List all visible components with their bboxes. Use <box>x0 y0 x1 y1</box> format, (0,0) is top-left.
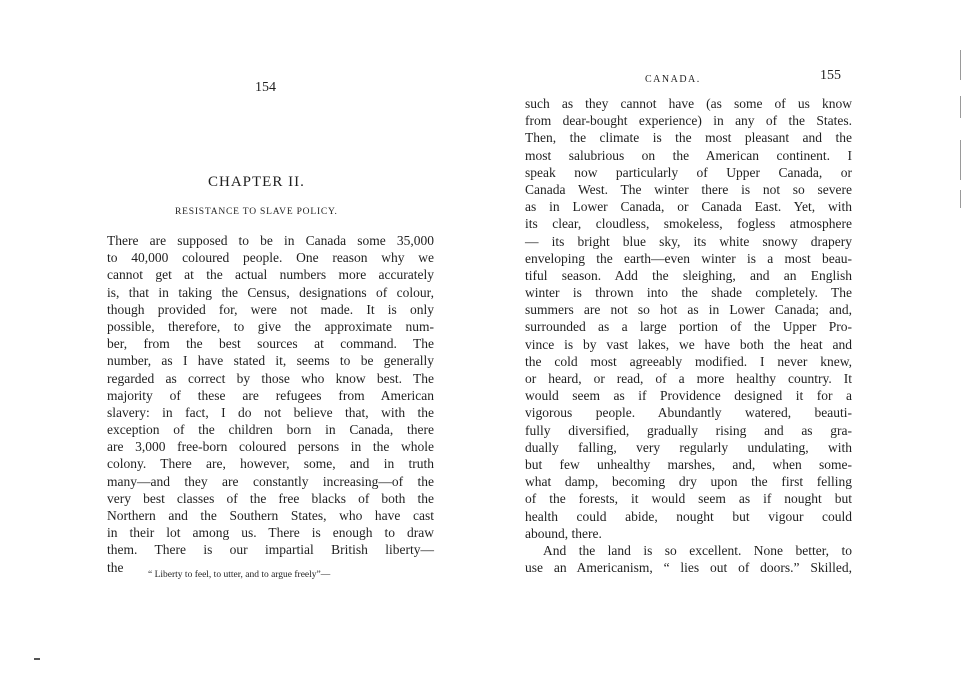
text-line: vigorous people. Abundantly watered, beauti- <box>525 405 852 421</box>
text-line: the cold most agreeably modified. I never knew, <box>525 353 852 369</box>
text-line: are 3,000 free-born coloured persons in the whole <box>107 439 434 455</box>
text-line: possible, therefore, to give the approximate num- <box>107 318 434 334</box>
text-line: majority of these are refugees from American <box>107 387 434 403</box>
text-line: speak now particularly of Upper Canada, or <box>525 164 852 180</box>
running-head: CANADA. <box>645 74 701 85</box>
text-line: as in Lower Canada, or Canada East. Yet, with <box>525 199 852 215</box>
text-line: winter is thrown into the shade completely. The <box>525 285 852 301</box>
text-line: regarded as correct by those who know best. The <box>107 370 434 386</box>
text-line: what damp, becoming dry upon the first felling <box>525 474 852 490</box>
text-line: colony. There are, however, some, and in truth <box>107 456 434 472</box>
text-line: but few unhealthy marshes, and, when some- <box>525 456 852 472</box>
body-text <box>525 95 852 576</box>
text-line: — its bright blue sky, its white snowy drapery <box>525 233 852 249</box>
text-line: from dear-bought experience) in any of the States. <box>525 113 852 129</box>
text-line: them. There is our impartial British liberty— <box>107 542 434 558</box>
margin-mark <box>960 40 966 240</box>
text-line: tiful season. Add the sleighing, and an English <box>525 267 852 283</box>
text-line: most salubrious on the American continent. I <box>525 147 852 163</box>
text-line: enveloping the earth—even winter is a most beau- <box>525 250 852 266</box>
text-line: exception of the children born in Canada, there <box>107 422 434 438</box>
text-line: to 40,000 coloured people. One reason why we <box>107 250 434 266</box>
text-line: ber, from the best sources at command. The <box>107 336 434 352</box>
text-line: very best classes of the free blacks of both the <box>107 490 434 506</box>
right-page <box>490 0 980 699</box>
text-line: abound, there. <box>525 525 602 541</box>
margin-mark <box>34 658 40 660</box>
chapter-subtitle: RESISTANCE TO SLAVE POLICY. <box>175 207 338 217</box>
text-line: vince is by vast lakes, we have both the heat and <box>525 336 852 352</box>
text-line: slavery: in fact, I do not believe that, with the <box>107 404 434 420</box>
text-line: such as they cannot have (as some of us know <box>525 96 852 111</box>
text-line: Then, the climate is the most pleasant and the <box>525 130 852 146</box>
text-line: in their lot among us. There is enough to draw <box>107 525 434 541</box>
text-line: is, that in taking the Census, designations of colour, <box>107 284 434 300</box>
text-line: health could abide, nought but vigour could <box>525 508 852 524</box>
text-line: There are supposed to be in Canada some 35,000 <box>107 233 434 248</box>
page-number: 154 <box>255 80 276 95</box>
text-line: Canada West. The winter there is not so severe <box>525 181 852 197</box>
text-line: And the land is so excellent. None better, to <box>543 542 852 558</box>
text-line: surrounded as a large portion of the Upper Pro- <box>525 319 852 335</box>
text-line: dually falling, very regularly undulating, with <box>525 439 852 455</box>
body-text <box>107 232 434 576</box>
text-line: its clear, cloudless, smokeless, fogless atmosphere <box>525 216 852 232</box>
page-number: 155 <box>820 68 841 83</box>
text-line: or heard, or read, of a more healthy country. It <box>525 371 852 386</box>
text-line: though provided for, were not made. It is only <box>107 301 434 317</box>
text-line: the <box>107 559 124 575</box>
text-line: summers are not so hot as in Lower Canada; and, <box>525 302 852 318</box>
text-line: would seem as if Providence designed it for a <box>525 388 852 404</box>
chapter-title: CHAPTER II. <box>208 174 305 190</box>
text-line: number, as I have stated it, seems to be generally <box>107 353 434 369</box>
text-line: use an Americanism, “ lies out of doors.” Skilled, <box>525 560 852 576</box>
text-line: cannot get at the actual numbers more accurately <box>107 267 434 283</box>
text-line: Northern and the Southern States, who have cast <box>107 508 434 523</box>
text-line: fully diversified, gradually rising and as gra- <box>525 422 852 438</box>
text-line: of the forests, it would seem as if nought but <box>525 491 852 507</box>
text-line: many—and they are constantly increasing—of the <box>107 473 434 489</box>
quotation: “ Liberty to feel, to utter, and to argue freely”— <box>148 570 331 580</box>
